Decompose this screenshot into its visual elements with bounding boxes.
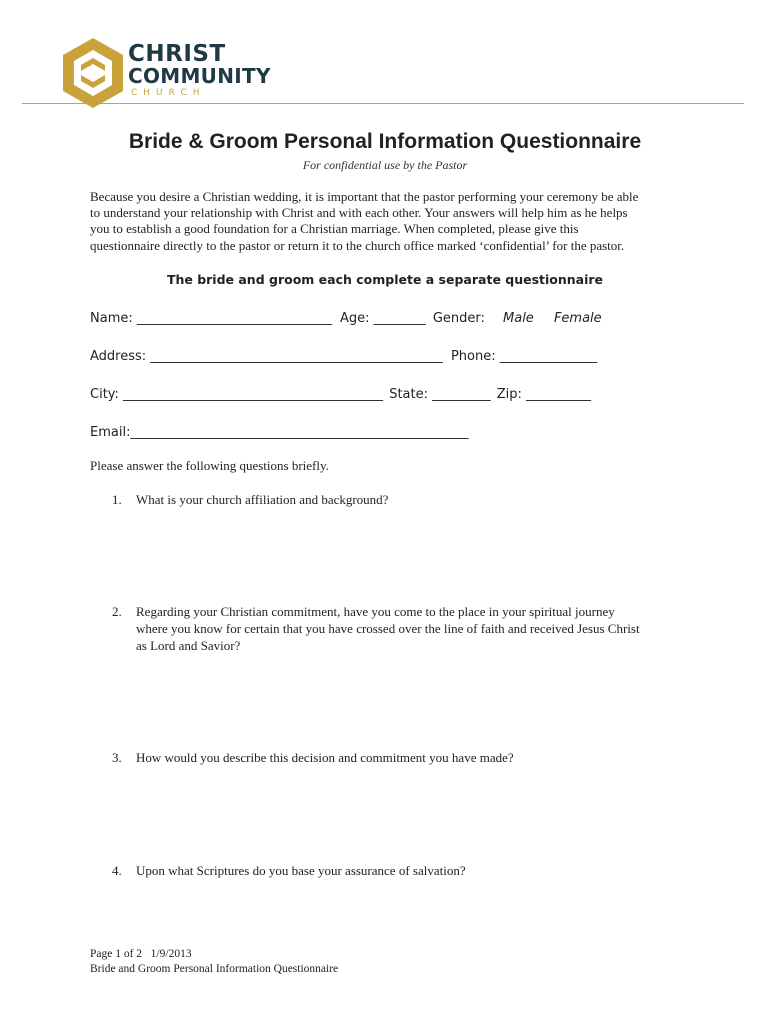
state-field[interactable]: State: _________ [389, 387, 491, 402]
intro-paragraph [90, 189, 690, 254]
question-number: 3. [112, 750, 122, 765]
name-field[interactable]: Name: ______________________________ [90, 311, 332, 326]
brand-line-3: CHURCH [131, 88, 206, 98]
intro-line: you to establish a good foundation for a Christian marriage. When completed, please give this [90, 221, 579, 237]
gender-male-option[interactable]: Male [503, 311, 534, 326]
footer-doc-title: Bride and Groom Personal Information Questionnaire [90, 963, 339, 975]
intro-line: Because you desire a Christian wedding, it is important that the pastor performing your ceremony be able [90, 189, 639, 204]
phone-field[interactable]: Phone: _______________ [450, 349, 598, 364]
brand-line-2: COMMUNITY [128, 64, 271, 88]
address-row [90, 349, 597, 364]
email-field[interactable]: Email:____________________________________________________ [90, 425, 469, 440]
brand-line-1: CHRIST [128, 41, 226, 67]
question-text: Regarding your Christian commitment, have you come to the place in your spiritual journey [136, 604, 615, 619]
intro-line: questionnaire directly to the pastor or return it to the church office marked ‘confidential’ for the pastor. [90, 237, 625, 253]
page-subtitle: For confidential use by the Pastor [302, 158, 468, 172]
city-field[interactable]: City: ________________________________________ [90, 387, 384, 402]
header-divider [22, 103, 744, 104]
age-field[interactable]: Age: ________ [340, 311, 426, 326]
question-text: as Lord and Savior? [136, 638, 241, 653]
city-row [90, 387, 591, 402]
instruction-heading: The bride and groom each complete a separate questionnaire [166, 272, 604, 287]
question-number: 4. [112, 863, 122, 878]
zip-field[interactable]: Zip: __________ [496, 387, 592, 402]
question-number: 2. [112, 604, 122, 619]
church-logo-icon [60, 36, 126, 110]
name-row [90, 311, 602, 326]
footer-page-info: Page 1 of 2 1/9/2013 [90, 948, 192, 960]
question-text: Upon what Scriptures do you base your assurance of salvation? [136, 863, 466, 878]
page-title: Bride & Groom Personal Information Questionnaire [128, 130, 642, 153]
intro-line: to understand your relationship with Christ and with each other. Your answers will help him as he helps [90, 205, 628, 221]
question-number: 1. [112, 492, 122, 507]
questions-prompt: Please answer the following questions briefly. [90, 458, 329, 473]
gender-female-option[interactable]: Female [553, 311, 602, 326]
gender-label: Gender: [432, 311, 485, 326]
question-text: where you know for certain that you have crossed over the line of faith and received Jesus Christ [136, 621, 640, 636]
question-text: What is your church affiliation and background? [136, 492, 389, 507]
question-text: How would you describe this decision and commitment you have made? [136, 750, 514, 765]
email-row [90, 425, 468, 440]
page-footer [90, 947, 338, 977]
address-field[interactable]: Address: _____________________________________________ [90, 349, 443, 364]
